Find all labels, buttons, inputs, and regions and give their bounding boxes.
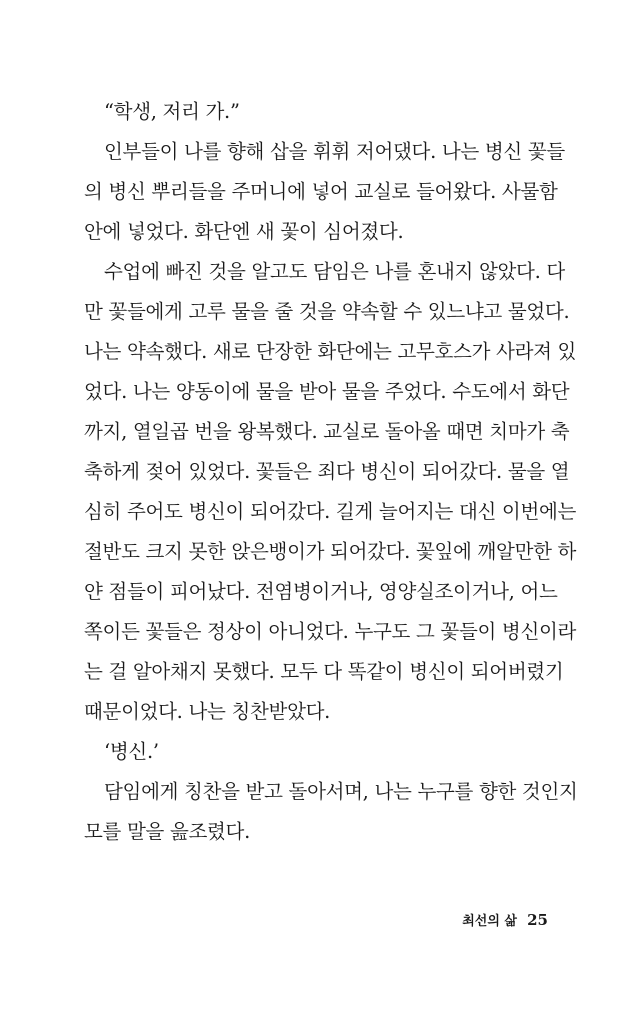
text-line: 는 걸 알아채지 못했다. 모두 다 똑같이 병신이 되어버렸기: [84, 660, 564, 683]
page-footer: [462, 910, 548, 932]
text-line: 모를 말을 읊조렸다.: [84, 820, 250, 843]
text-line: 인부들이 나를 향해 삽을 휘휘 저어댔다. 나는 병신 꽃들: [104, 140, 565, 163]
text-line: 수업에 빠진 것을 알고도 담임은 나를 혼내지 않았다. 다: [104, 260, 565, 283]
text-line: 안에 넣었다. 화단엔 새 꽃이 심어졌다.: [84, 220, 404, 243]
text-line: 얀 점들이 피어났다. 전염병이거나, 영양실조이거나, 어느: [84, 580, 558, 603]
page-number: 25: [527, 911, 548, 929]
running-title: 최선의 삶: [462, 914, 517, 929]
text-line: 만 꽃들에게 고루 물을 줄 것을 약속할 수 있느냐고 물었다.: [84, 300, 570, 323]
text-line: 쪽이든 꽃들은 정상이 아니었다. 누구도 그 꽃들이 병신이라: [84, 620, 577, 643]
body-text: [84, 92, 578, 852]
text-line: 축하게 젖어 있었다. 꽃들은 죄다 병신이 되어갔다. 물을 열: [84, 460, 570, 483]
text-line: 절반도 크지 못한 앉은뱅이가 되어갔다. 꽃잎에 깨알만한 하: [84, 540, 577, 563]
text-line: 때문이었다. 나는 칭찬받았다.: [84, 700, 331, 723]
text-line: ‘병신.’: [104, 740, 159, 763]
text-line: 심히 주어도 병신이 되어갔다. 길게 늘어지는 대신 이번에는: [84, 500, 577, 523]
text-line: 나는 약속했다. 새로 단장한 화단에는 고무호스가 사라져 있: [84, 340, 577, 363]
text-line: 의 병신 뿌리들을 주머니에 넣어 교실로 들어왔다. 사물함: [84, 180, 558, 203]
text-line: 담임에게 칭찬을 받고 돌아서며, 나는 누구를 향한 것인지: [104, 780, 578, 803]
text-line: “학생, 저리 가.”: [104, 100, 240, 123]
text-line: 었다. 나는 양동이에 물을 받아 물을 주었다. 수도에서 화단: [84, 380, 570, 403]
text-line: 까지, 열일곱 번을 왕복했다. 교실로 돌아올 때면 치마가 축: [84, 420, 570, 443]
